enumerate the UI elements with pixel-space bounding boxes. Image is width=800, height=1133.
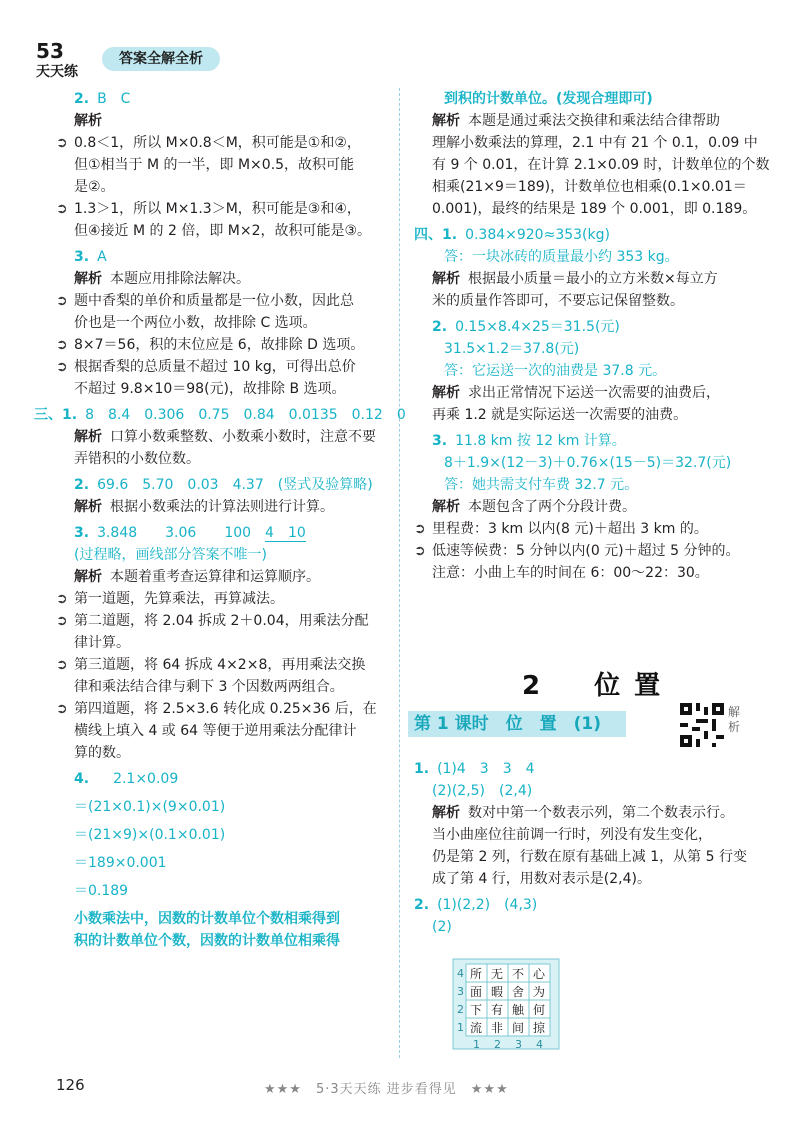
left-column <box>34 88 406 952</box>
question-number: 3. <box>74 249 90 265</box>
section-number: 四、 <box>414 227 442 243</box>
grid-character: 非 <box>491 1021 504 1035</box>
page-number: 126 <box>56 1076 85 1094</box>
analysis-text: 当小曲座位往前调一行时，列没有发生变化， <box>432 827 712 843</box>
grid-character: 流 <box>470 1021 483 1035</box>
arrow-icon: ➲ <box>56 701 68 717</box>
character-grid <box>452 958 560 1050</box>
answer-text: 31.5×1.2＝37.8(元) <box>444 341 580 357</box>
analysis-text: 本题着重考查运算律和运算顺序。 <box>110 569 320 585</box>
analysis-text: 低速等候费：5 分钟以内(0 元)＋超过 5 分钟的。 <box>432 543 740 559</box>
grid-row-label: 3 <box>457 985 464 998</box>
analysis-text: 但①相当于 M 的一半，即 M×0.5，故积可能 <box>74 157 355 173</box>
analysis-text: 不超过 9.8×10＝98(元)，故排除 B 选项。 <box>74 381 346 397</box>
column-divider <box>399 88 400 1058</box>
analysis-text: 数对中第一个数表示列，第二个数表示行。 <box>468 805 734 821</box>
answer-text: ＝(21×9)×(0.1×0.01) <box>74 827 226 843</box>
grid-col-label: 4 <box>536 1038 543 1050</box>
answer-text: 到积的计数单位。(发现合理即可) <box>444 91 653 107</box>
arrow-icon: ➲ <box>56 591 68 607</box>
analysis-text: 律和乘法结合律与剩下 3 个因数两两组合。 <box>74 679 344 695</box>
qr-label: 解析 <box>728 705 741 734</box>
answer-text: 11.8 km 按 12 km 计算。 <box>455 433 626 449</box>
question-number: 3. <box>432 433 448 449</box>
answer-text: 答：一块冰砖的质量最小约 353 kg。 <box>444 249 679 265</box>
answer-text: 3.848 3.06 100 <box>97 525 266 541</box>
answer-text: B C <box>97 91 131 107</box>
answer-text: 8＋1.9×(12－3)＋0.76×(15－5)＝32.7(元) <box>444 455 732 471</box>
chapter-title: 2 位置 <box>522 671 675 701</box>
arrow-icon: ➲ <box>56 613 68 629</box>
analysis-label: 解析 <box>432 113 460 129</box>
answer-text: A <box>97 249 107 265</box>
question-number: 3. <box>74 525 90 541</box>
answer-text: 69.6 5.70 0.03 4.37 (竖式及验算略) <box>97 477 373 493</box>
answer-text: 答：它运送一次的油费是 37.8 元。 <box>444 363 667 379</box>
analysis-text: 根据香梨的总质量不超过 10 kg，可得出总价 <box>74 359 356 375</box>
analysis-label: 解析 <box>74 569 102 585</box>
analysis-label: 解析 <box>74 429 102 445</box>
analysis-label: 解析 <box>74 499 102 515</box>
question-number: 2. <box>414 897 430 913</box>
answer-text: ＝(21×0.1)×(9×0.01) <box>74 799 226 815</box>
analysis-text: 根据最小质量＝最小的立方米数×每立方 <box>468 271 718 287</box>
grid-row-label: 2 <box>457 1003 464 1016</box>
arrow-icon: ➲ <box>414 543 426 559</box>
grid-character: 触 <box>512 1003 525 1017</box>
footer-series: ★★★ 5·3天天练 进步看得见 ★★★ <box>264 1082 509 1097</box>
analysis-text: 相乘(21×9＝189)，计数单位也相乘(0.1×0.01＝ <box>432 179 747 195</box>
grid-character: 不 <box>512 967 525 981</box>
analysis-label: 解析 <box>432 385 460 401</box>
grid-row-label: 1 <box>457 1021 464 1034</box>
answer-text: (1)(2,2) (4,3) <box>437 897 538 913</box>
grid-col-label: 2 <box>494 1038 501 1050</box>
arrow-icon: ➲ <box>56 359 68 375</box>
question-number: 2. <box>74 477 90 493</box>
answer-text: 0.15×8.4×25＝31.5(元) <box>455 319 620 335</box>
qr-code-icon[interactable] <box>680 703 724 747</box>
question-number: 4. <box>74 771 90 787</box>
grid-character: 无 <box>491 967 504 981</box>
answer-text: (1)4 3 3 4 <box>437 761 535 777</box>
answer-note: (过程略，画线部分答案不唯一) <box>74 547 267 563</box>
grid-character: 何 <box>533 1003 546 1017</box>
answer-text: ＝0.189 <box>74 883 129 899</box>
lesson-banner <box>408 711 626 737</box>
grid-col-label: 3 <box>515 1038 522 1050</box>
analysis-text: 根据小数乘法的计算法则进行计算。 <box>110 499 334 515</box>
grid-character: 间 <box>512 1021 525 1035</box>
grid-character: 为 <box>533 985 546 999</box>
grid-character: 下 <box>470 1003 483 1017</box>
answer-text: (2)(2,5) (2,4) <box>432 783 533 799</box>
brand-logo <box>34 40 92 80</box>
analysis-text: 本题应用排除法解决。 <box>110 271 250 287</box>
right-column <box>414 88 770 584</box>
answer-text: (2) <box>432 919 452 935</box>
analysis-text: 再乘 1.2 就是实际运送一次需要的油费。 <box>432 407 688 423</box>
question-number: 1. <box>414 761 430 777</box>
question-number: 2. <box>74 91 90 107</box>
question-number: 2. <box>432 319 448 335</box>
arrow-icon: ➲ <box>414 521 426 537</box>
analysis-text: 理解小数乘法的算理，2.1 中有 21 个 0.1，0.09 中 <box>432 135 758 151</box>
analysis-text: 横线上填入 4 或 64 等便于逆用乘法分配律计 <box>74 723 357 739</box>
analysis-text: 8×7＝56，积的末位应是 6，故排除 D 选项。 <box>74 337 365 353</box>
analysis-text: 求出正常情况下运送一次需要的油费后， <box>468 385 720 401</box>
analysis-label: 解析 <box>432 271 460 287</box>
analysis-text: 题中香梨的单价和质量都是一位小数，因此总 <box>74 293 354 309</box>
answer-text: 小数乘法中，因数的计数单位个数相乘得到 <box>74 911 340 927</box>
analysis-text: 第二道题，将 2.04 拆成 2＋0.04，用乘法分配 <box>74 613 369 629</box>
analysis-text: 米的质量作答即可，不要忘记保留整数。 <box>432 293 684 309</box>
analysis-text: 本题包含了两个分段计费。 <box>468 499 636 515</box>
analysis-text: 弄错积的小数位数。 <box>74 451 200 467</box>
question-number: 1. <box>62 407 78 423</box>
grid-character: 掠 <box>533 1021 546 1035</box>
analysis-label: 解析 <box>74 271 102 287</box>
analysis-text: 第三道题，将 64 拆成 4×2×8，再用乘法交换 <box>74 657 366 673</box>
analysis-text: 第四道题，将 2.5×3.6 转化成 0.25×36 后，在 <box>74 701 377 717</box>
answer-text: 8 8.4 0.306 0.75 0.84 0.0135 0.12 0 <box>85 407 406 423</box>
analysis-label: 解析 <box>432 805 460 821</box>
answer-text: ＝189×0.001 <box>74 855 167 871</box>
analysis-text: 口算小数乘整数、小数乘小数时，注意不要 <box>110 429 376 445</box>
arrow-icon: ➲ <box>56 201 68 217</box>
arrow-icon: ➲ <box>56 337 68 353</box>
brand-title: 答案全解全析 <box>102 47 220 71</box>
grid-character: 有 <box>491 1003 504 1017</box>
analysis-text: 有 9 个 0.01，在计算 2.1×0.09 时，计数单位的个数 <box>432 157 770 173</box>
grid-character: 舍 <box>512 985 525 999</box>
analysis-text: 价也是一个两位小数，故排除 C 选项。 <box>74 315 317 331</box>
grid-character: 心 <box>533 967 546 981</box>
arrow-icon: ➲ <box>56 293 68 309</box>
grid-row-label: 4 <box>457 967 464 980</box>
analysis-label: 解析 <box>432 499 460 515</box>
arrow-icon: ➲ <box>56 657 68 673</box>
analysis-label: 解析 <box>74 113 102 129</box>
arrow-icon: ➲ <box>56 135 68 151</box>
answer-text: 0.384×920≈353(kg) <box>465 227 610 243</box>
analysis-text: 里程费：3 km 以内(8 元)＋超出 3 km 的。 <box>432 521 708 537</box>
analysis-text: 0.001)，最终的结果是 189 个 0.001，即 0.189。 <box>432 201 757 217</box>
analysis-text: 本题是通过乘法交换律和乘法结合律帮助 <box>468 113 720 129</box>
question-number: 1. <box>442 227 458 243</box>
grid-col-label: 1 <box>473 1038 480 1050</box>
answer-text: 积的计数单位个数，因数的计数单位相乘得 <box>74 933 340 949</box>
answer-text: 2.1×0.09 <box>113 771 179 787</box>
svg-text:3: 3 <box>50 40 64 63</box>
note-text: 注意：小曲上车的时间在 6：00～22：30。 <box>432 565 709 581</box>
analysis-text: 1.3＞1，所以 M×1.3＞M，积可能是③和④， <box>74 201 361 217</box>
grid-character: 所 <box>470 967 483 981</box>
lesson-answers <box>414 758 756 938</box>
analysis-text: 但④接近 M 的 2 倍，即 M×2，故积可能是③。 <box>74 223 372 239</box>
analysis-text: 律计算。 <box>74 635 130 651</box>
analysis-text: 算的数。 <box>74 745 130 761</box>
svg-text:5: 5 <box>36 40 50 63</box>
analysis-text: 成了第 4 行，用数对表示是(2,4)。 <box>432 871 651 887</box>
analysis-text: 第一道题，先算乘法，再算减法。 <box>74 591 284 607</box>
grid-character: 暇 <box>491 985 504 999</box>
analysis-text: 仍是第 2 列，行数在原有基础上减 1，从第 5 行变 <box>432 849 747 865</box>
underlined-answer: 4 10 <box>265 525 306 541</box>
section-number: 三、 <box>34 407 62 423</box>
svg-text:天天练: 天天练 <box>36 64 78 80</box>
analysis-text: 是②。 <box>74 179 115 195</box>
grid-character: 面 <box>470 985 483 999</box>
answer-text: 答：她共需支付车费 32.7 元。 <box>444 477 639 493</box>
analysis-text: 0.8＜1，所以 M×0.8＜M，积可能是①和②， <box>74 135 361 151</box>
lesson-title: 第 1 课时 位 置 (1) <box>414 714 602 734</box>
